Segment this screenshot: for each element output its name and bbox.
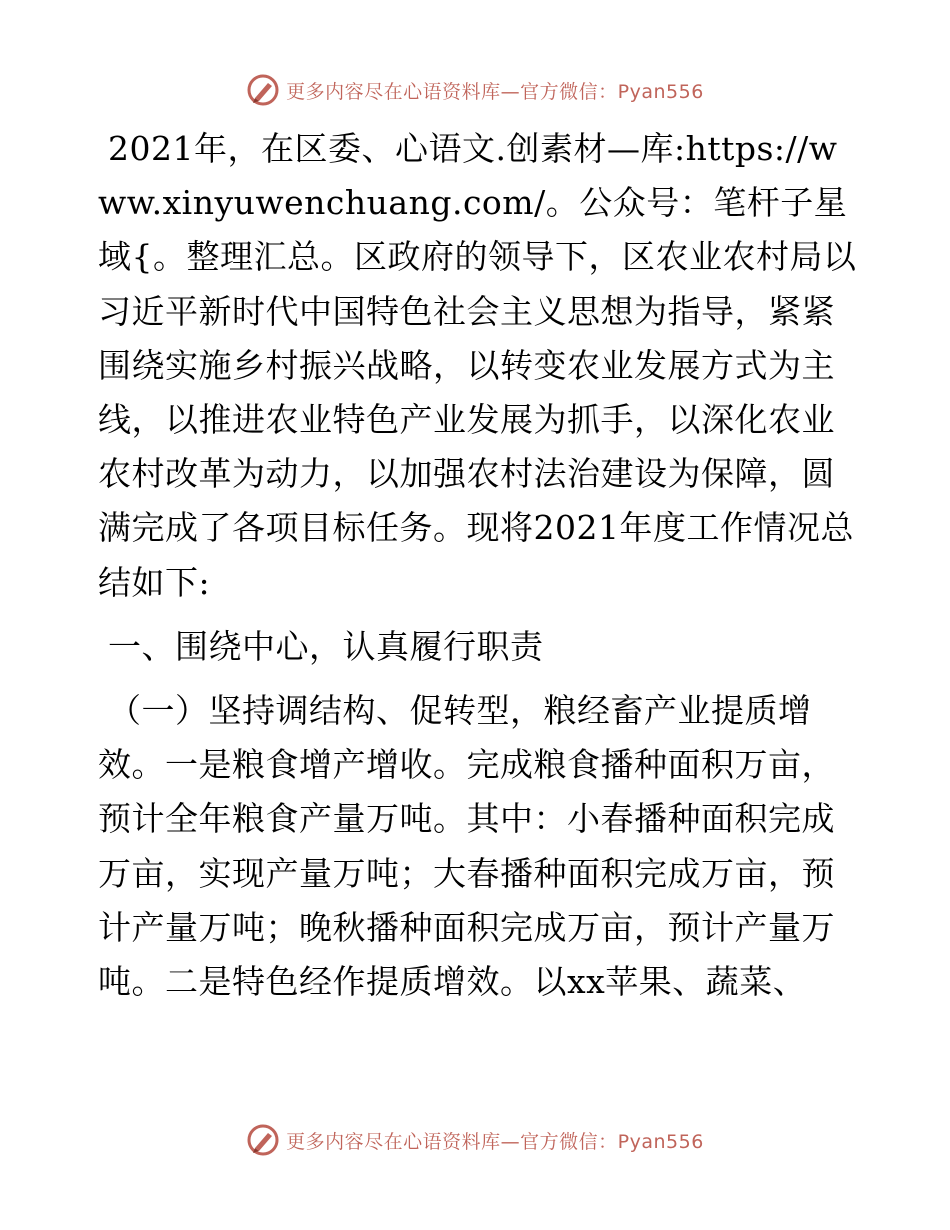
- pen-logo-icon: [246, 73, 280, 107]
- section-heading: 一、围绕中心，认真履行职责: [108, 626, 544, 666]
- watermark-text: 更多内容尽在心语资料库—官方微信：Pyan556: [286, 80, 704, 103]
- pen-logo-icon: [246, 1123, 280, 1157]
- intro-paragraph: 2021年，在区委、心语文.创素材—库:https://www.xinyuwenchuang.com/。公众号：笔杆子星域{。整理汇总。区政府的领导下，区农业农村局以习近平新时代中国特色社会主义思想为指导，紧紧围绕实施乡村振兴战略，以转变农业发展方式为主线，以推进农业特色产业发展为抓手，以深化农业农村改革为动力，以加强农村法治建设为保障，圆满完成了各项目标任务。现将2021年度工作情况总结如下:: [98, 129, 857, 602]
- watermark-text: 更多内容尽在心语资料库—官方微信：Pyan556: [286, 1130, 704, 1153]
- subsection-paragraph: （一）坚持调结构、促转型，粮经畜产业提质增效。一是粮食增产增收。完成粮食播种面积万亩，预计全年粮食产量万吨。其中：小春播种面积完成万亩，实现产量万吨；大春播种面积完成万亩，预计产量万吨；晚秋播种面积完成万亩，预计产量万吨。二是特色经作提质增效。以xx苹果、蔬菜、: [98, 691, 835, 1002]
- watermark-banner-top: [0, 70, 950, 110]
- document-body: [98, 122, 858, 1009]
- watermark-banner-bottom: [0, 1120, 950, 1160]
